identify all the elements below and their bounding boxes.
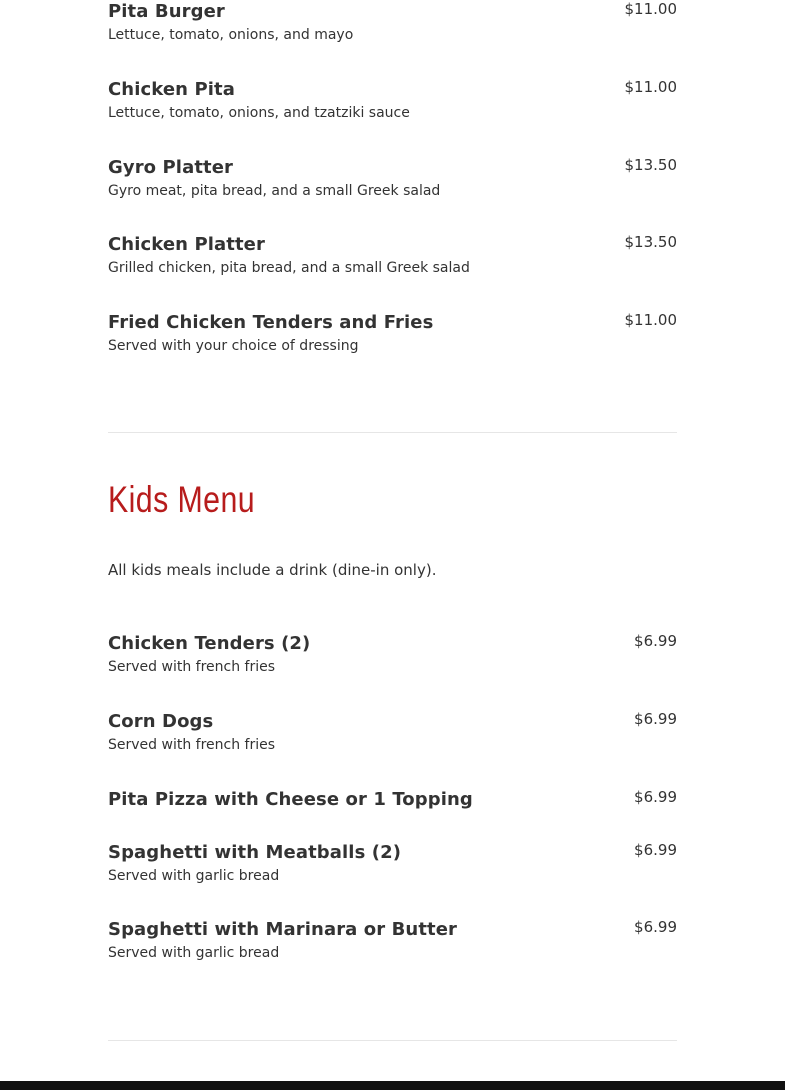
section-divider <box>108 432 677 433</box>
menu-item-price: $11.00 <box>624 0 677 18</box>
menu-item-price: $11.00 <box>624 78 677 96</box>
menu-item-price: $6.99 <box>634 710 677 728</box>
menu-item-price: $11.00 <box>624 311 677 329</box>
menu-item-price: $6.99 <box>634 632 677 650</box>
menu-item-price: $6.99 <box>634 918 677 936</box>
menu-item-description: Served with french fries <box>108 737 276 753</box>
menu-item-price: $13.50 <box>624 233 677 251</box>
menu-item-description: Served with your choice of dressing <box>108 338 359 354</box>
menu-item-description: Gyro meat, pita bread, and a small Greek salad <box>108 183 441 199</box>
menu-item-description: Served with garlic bread <box>108 945 280 961</box>
section-note: All kids meals include a drink (dine-in only). <box>108 561 437 579</box>
menu-item-name: Chicken Pita <box>108 79 235 100</box>
menu-item-name: Pita Pizza with Cheese or 1 Topping <box>108 789 473 810</box>
section-divider <box>108 1040 677 1041</box>
menu-item-name: Chicken Tenders (2) <box>108 633 311 654</box>
menu-item-name: Gyro Platter <box>108 157 234 178</box>
menu-item-name: Pita Burger <box>108 1 225 22</box>
menu-item-description: Lettuce, tomato, onions, and mayo <box>108 27 354 43</box>
menu-item-name: Fried Chicken Tenders and Fries <box>108 312 434 333</box>
menu-item-name: Chicken Platter <box>108 234 265 255</box>
menu-item-price: $6.99 <box>634 841 677 859</box>
menu-item-name: Spaghetti with Marinara or Butter <box>108 919 458 940</box>
menu-item-description: Grilled chicken, pita bread, and a small Greek salad <box>108 260 470 276</box>
menu-item-name: Corn Dogs <box>108 711 214 732</box>
menu-item-description: Served with garlic bread <box>108 868 280 884</box>
footer-bar <box>0 1081 785 1090</box>
menu-item-description: Served with french fries <box>108 659 276 675</box>
section-title: Kids Menu <box>108 479 256 520</box>
menu-item-price: $13.50 <box>624 156 677 174</box>
menu-item-name: Spaghetti with Meatballs (2) <box>108 842 402 863</box>
menu-item-description: Lettuce, tomato, onions, and tzatziki sauce <box>108 105 410 121</box>
menu-item-price: $6.99 <box>634 788 677 806</box>
